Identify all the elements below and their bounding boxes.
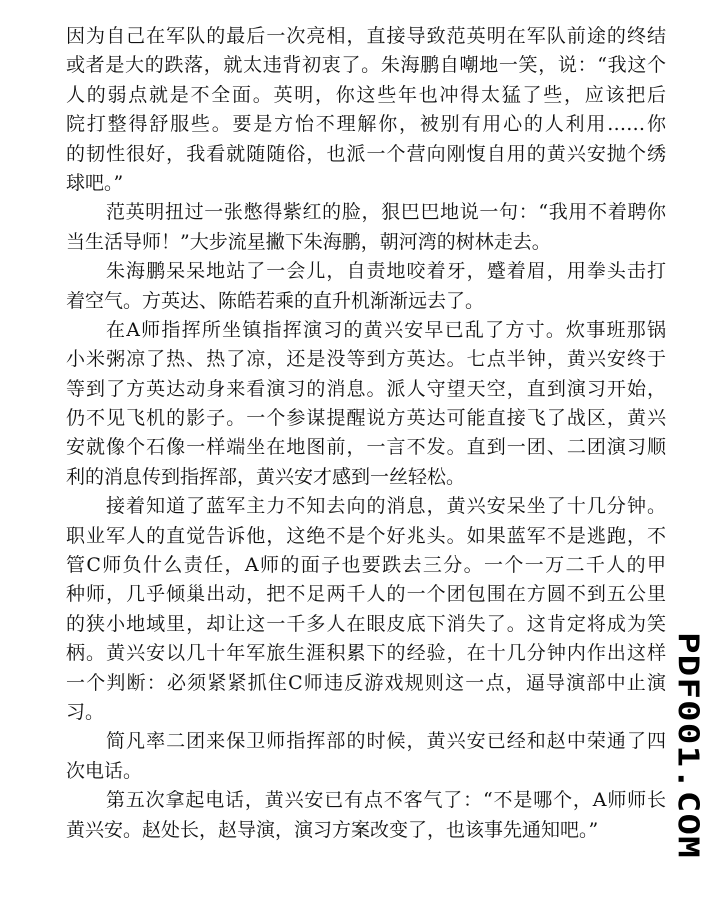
text-line: 利的消息传到指挥部，黄兴安才感到一丝轻松。 bbox=[66, 465, 466, 488]
text-line: 黄兴安。赵处长，赵导演，演习方案改变了，也该事先通知吧。” bbox=[66, 818, 599, 841]
text-line: 次电话。 bbox=[66, 759, 143, 782]
text-line: 朱海鹏呆呆地站了一会儿，自责地咬着牙，蹙着眉，用拳头击打 bbox=[106, 260, 666, 283]
text-line: 习。 bbox=[66, 700, 105, 723]
watermark bbox=[664, 631, 710, 859]
text-line: 仍不见飞机的影子。一个参谋提醒说方英达可能直接飞了战区，黄兴 bbox=[66, 407, 666, 430]
text-line: 简凡率二团来保卫师指挥部的时候，黄兴安已经和赵中荣通了四 bbox=[106, 730, 666, 753]
text-line: 一个判断：必须紧紧抓住C师违反游戏规则这一点，逼导演部中止演 bbox=[66, 671, 666, 694]
text-line: 人的弱点就是不全面。英明，你这些年也冲得太猛了些，应该把后 bbox=[66, 83, 666, 106]
text-line: 院打整得舒服些。要是方怡不理解你，被别有用心的人利用……你 bbox=[66, 113, 666, 136]
text-line: 着空气。方英达、陈皓若乘的直升机渐渐远去了。 bbox=[66, 289, 485, 312]
text-line: 因为自己在军队的最后一次亮相，直接导致范英明在军队前途的终结 bbox=[66, 25, 666, 47]
text-line: 职业军人的直觉告诉他，这绝不是个好兆头。如果蓝军不是逃跑，不 bbox=[66, 524, 666, 547]
text-line: 的韧性很好，我看就随随俗，也派一个营向刚愎自用的黄兴安抛个绣 bbox=[66, 142, 666, 165]
text-line: 的狭小地域里，却让这一千多人在眼皮底下消失了。这肯定将成为笑 bbox=[66, 612, 666, 635]
text-line: 小米粥凉了热、热了凉，还是没等到方英达。七点半钟，黄兴安终于 bbox=[66, 348, 666, 371]
watermark-text: PDF001.COM bbox=[670, 631, 704, 859]
body-text bbox=[66, 22, 666, 845]
text-line: 球吧。” bbox=[66, 171, 124, 194]
text-line: 种师，几乎倾巢出动，把不足两千人的一个团包围在方圆不到五公里 bbox=[66, 583, 666, 606]
text-line: 范英明扭过一张憋得紫红的脸，狠巴巴地说一句：“我用不着聘你 bbox=[106, 201, 666, 224]
text-line: 在A师指挥所坐镇指挥演习的黄兴安早已乱了方寸。炊事班那锅 bbox=[106, 318, 666, 341]
text-line: 等到了方英达动身来看演习的消息。派人守望天空，直到演习开始， bbox=[66, 377, 666, 400]
text-line: 柄。黄兴安以几十年军旅生涯积累下的经验，在十几分钟内作出这样 bbox=[66, 642, 666, 665]
text-line: 第五次拿起电话，黄兴安已有点不客气了：“不是哪个，A师师长 bbox=[106, 789, 666, 812]
text-line: 接着知道了蓝军主力不知去向的消息，黄兴安呆坐了十几分钟。 bbox=[106, 495, 666, 518]
text-line: 当生活导师！”大步流星撇下朱海鹏，朝河湾的树林走去。 bbox=[66, 230, 551, 253]
text-line: 安就像个石像一样端坐在地图前，一言不发。直到一团、二团演习顺 bbox=[66, 436, 666, 459]
text-line: 或者是大的跌落，就太违背初衷了。朱海鹏自嘲地一笑，说：“我这个 bbox=[66, 54, 666, 77]
text-line: 管C师负什么责任，A师的面子也要跌去三分。一个一万二千人的甲 bbox=[66, 554, 666, 577]
